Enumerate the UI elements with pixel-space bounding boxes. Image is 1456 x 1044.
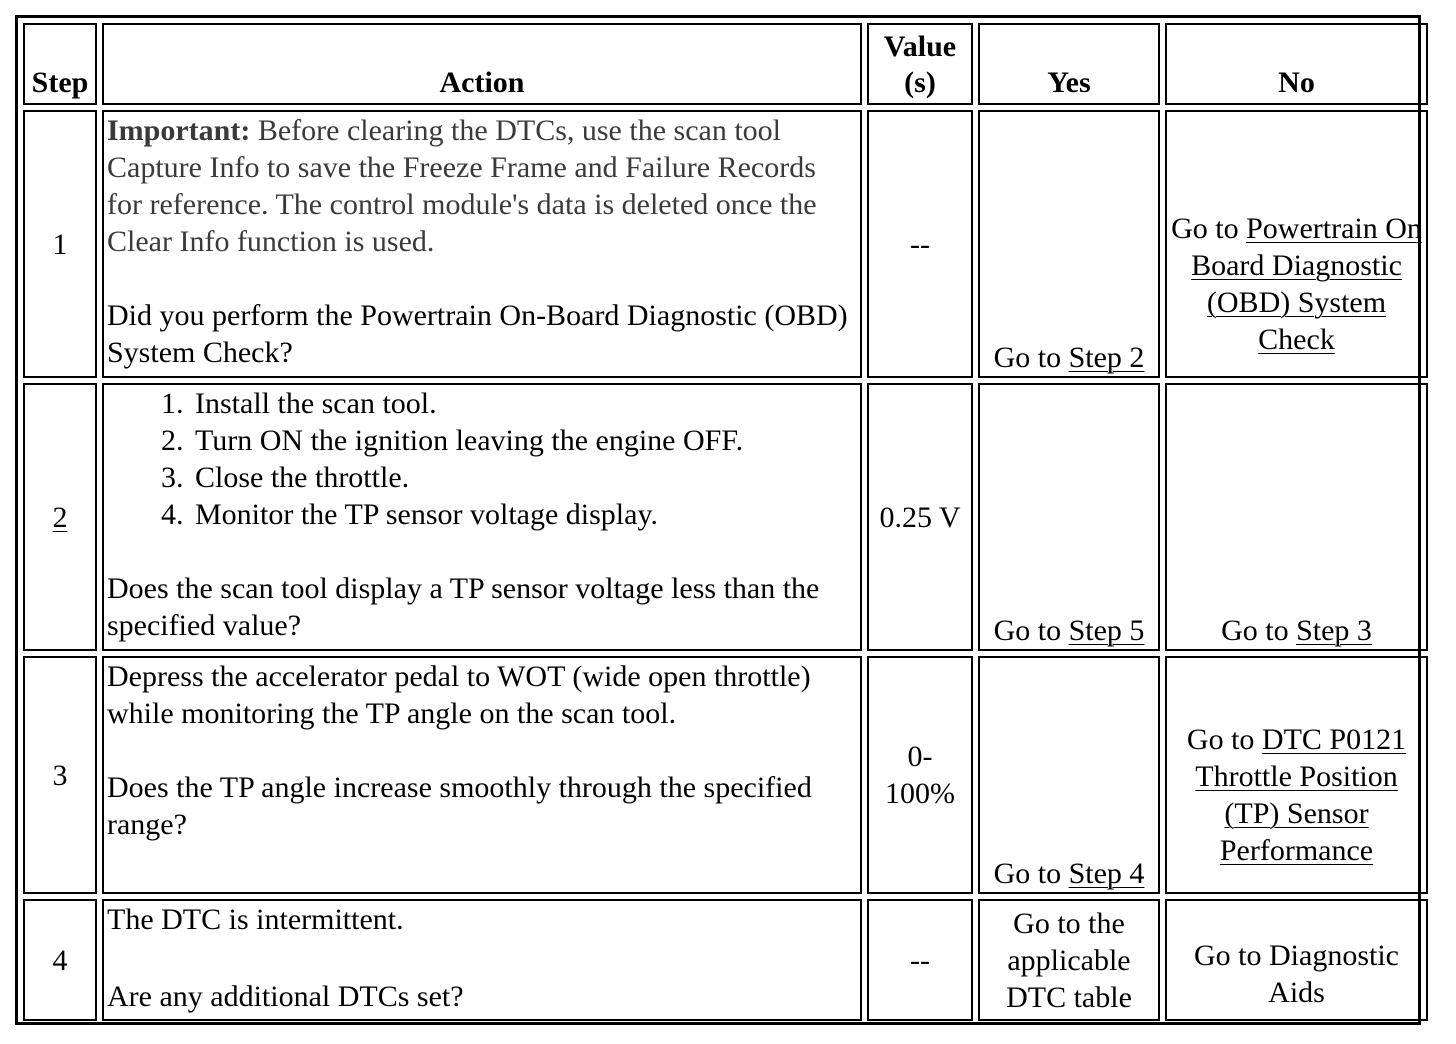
link-step-5[interactable]: Step 5: [1068, 614, 1145, 647]
step-number: 1: [23, 110, 97, 378]
yes-cell: [978, 656, 1160, 894]
link-step-2[interactable]: Step 2: [1068, 341, 1145, 374]
diagnostic-table: [18, 18, 1433, 1026]
list-item: 4. Monitor the TP sensor voltage display.: [191, 496, 857, 533]
value-cell: --: [867, 110, 973, 378]
no-cell: [1165, 110, 1428, 378]
step-number: 4: [23, 899, 97, 1021]
list-item: 2. Turn ON the ignition leaving the engine OFF.: [191, 422, 857, 459]
table-row: [23, 110, 1428, 378]
list-item: 3. Close the throttle.: [191, 459, 857, 496]
no-cell: [1165, 383, 1428, 651]
action-text: The DTC is intermittent.: [107, 903, 404, 936]
link-powertrain-obd-check[interactable]: Powertrain On Board Diagnostic (OBD) System Check: [1191, 212, 1422, 356]
yes-prefix: Go to: [993, 857, 1069, 890]
step-number: [23, 383, 97, 651]
action-question: Are any additional DTCs set?: [107, 980, 464, 1013]
yes-cell: Go to the applicable DTC table: [978, 899, 1160, 1021]
value-cell: --: [867, 899, 973, 1021]
action-list: [107, 385, 857, 533]
important-label: Important:: [107, 114, 251, 147]
action-question: Does the scan tool display a TP sensor voltage less than the specified value?: [107, 572, 820, 642]
important-note: [107, 112, 857, 260]
no-prefix: Go to: [1186, 723, 1262, 756]
yes-prefix: Go to: [993, 341, 1069, 374]
link-step-3[interactable]: Step 3: [1296, 614, 1372, 647]
action-cell: [102, 110, 862, 378]
header-step: Step: [23, 23, 97, 105]
header-yes: Yes: [978, 23, 1160, 105]
no-cell: Go to Diagnostic Aids: [1165, 899, 1428, 1021]
action-text: Depress the accelerator pedal to WOT (wide open throttle) while monitoring the TP angle on the scan tool.: [107, 660, 811, 730]
step-number: 3: [23, 656, 97, 894]
header-action: Action: [102, 23, 862, 105]
link-step-4[interactable]: Step 4: [1068, 857, 1145, 890]
table-row: [23, 899, 1428, 1021]
no-cell: [1165, 656, 1428, 894]
link-dtc-p0121[interactable]: DTC P0121 Throttle Position (TP) Sensor Performance: [1195, 723, 1407, 867]
action-cell: [102, 383, 862, 651]
step-2-link[interactable]: 2: [52, 500, 68, 534]
yes-prefix: Go to: [993, 614, 1069, 647]
table-row: [23, 383, 1428, 651]
header-row: [23, 23, 1428, 105]
no-prefix: Go to: [1221, 614, 1297, 647]
no-prefix: Go to: [1171, 212, 1247, 245]
action-cell: [102, 656, 862, 894]
list-item: 1. Install the scan tool.: [191, 385, 857, 422]
action-question: Did you perform the Powertrain On-Board Diagnostic (OBD) System Check?: [107, 299, 848, 369]
yes-cell: [978, 110, 1160, 378]
action-question: Does the TP angle increase smoothly through the specified range?: [107, 771, 812, 841]
value-cell: 0-100%: [867, 656, 973, 894]
header-no: No: [1165, 23, 1428, 105]
important-text: Before clearing the DTCs, use the scan tool Capture Info to save the Freeze Frame and Failure Records for reference. The control module's data is deleted once the Clear Info function is used.: [107, 114, 817, 258]
action-cell: [102, 899, 862, 1021]
yes-cell: [978, 383, 1160, 651]
value-cell: 0.25 V: [867, 383, 973, 651]
table-row: [23, 656, 1428, 894]
header-value: Value (s): [867, 23, 973, 105]
